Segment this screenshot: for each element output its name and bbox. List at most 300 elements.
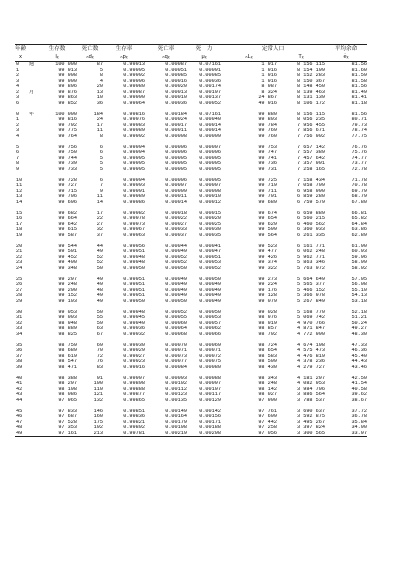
survival-rate-cell: 0.99936 bbox=[123, 326, 145, 331]
stationary-pop-cell: 98 724 bbox=[258, 342, 277, 348]
death-rate-cell: 0.00060 bbox=[165, 320, 187, 326]
life-expectancy-cell: 59.96 bbox=[351, 254, 368, 260]
death-rate-cell: 0.00018 bbox=[165, 210, 187, 216]
stationary-pop-cell: 99 769 bbox=[258, 128, 277, 133]
total-pop-cell: 3 397 824 bbox=[296, 425, 326, 430]
stationary-pop-cell: 99 564 bbox=[258, 232, 277, 238]
life-expectancy-cell: 44.43 bbox=[351, 359, 368, 364]
deaths-cell: 146 bbox=[93, 408, 103, 414]
deaths-cell: 14 bbox=[96, 199, 103, 205]
age-cell: 36 bbox=[16, 348, 23, 353]
life-expectancy-cell: 63.86 bbox=[351, 227, 368, 232]
age-cell: 4 bbox=[16, 84, 20, 89]
survival-rate-cell: 0.99940 bbox=[123, 320, 145, 326]
survival-rate-cell: 0.99995 bbox=[123, 166, 145, 172]
life-expectancy-cell: 79.73 bbox=[351, 122, 368, 128]
stationary-pop-cell: 98 142 bbox=[258, 386, 277, 392]
header-age: 年齢 bbox=[15, 46, 26, 52]
deaths-cell: 49 bbox=[96, 276, 103, 282]
death-rate-cell: 0.00112 bbox=[165, 386, 187, 392]
death-rate-cell: 0.00006 bbox=[165, 177, 187, 183]
force-of-mortality-cell: 0.00129 bbox=[199, 397, 221, 403]
age-cell: 32 bbox=[16, 320, 23, 326]
deaths-cell: 48 bbox=[96, 287, 103, 293]
age-cell: 25 bbox=[16, 276, 23, 282]
life-expectancy-cell: 35.84 bbox=[351, 419, 368, 425]
death-rate-cell: 0.00049 bbox=[165, 282, 187, 287]
deaths-cell: 49 bbox=[96, 293, 103, 298]
life-expectancy-cell: 33.97 bbox=[325, 431, 367, 437]
survivors-cell: 97 528 bbox=[58, 419, 77, 425]
survival-rate-cell: 0.99964 bbox=[123, 100, 145, 106]
survival-rate-cell: 0.99929 bbox=[123, 348, 145, 353]
survivors-cell: 99 744 bbox=[58, 155, 77, 161]
death-rate-cell: 0.00050 bbox=[165, 265, 187, 271]
force-of-mortality-cell: 0.00088 bbox=[199, 375, 221, 381]
death-rate-cell: 0.00184 bbox=[165, 111, 187, 117]
survival-rate-cell: 0.99973 bbox=[123, 221, 145, 227]
force-of-mortality-cell: 0.00072 bbox=[199, 353, 221, 359]
age-cell: 7 bbox=[16, 155, 20, 161]
survivors-cell: 98 825 bbox=[58, 331, 77, 337]
stationary-pop-cell: 97 258 bbox=[258, 425, 277, 430]
stationary-pop-cell: 99 374 bbox=[258, 260, 277, 265]
age-cell: 30 bbox=[16, 309, 23, 315]
force-of-mortality-cell: 0.00052 bbox=[199, 265, 221, 271]
symbol-Tx: Tₓ bbox=[277, 53, 325, 62]
life-expectancy-cell: 81.56 bbox=[351, 61, 368, 67]
deaths-cell: 132 bbox=[93, 397, 103, 403]
total-pop-cell: 6 062 248 bbox=[296, 249, 326, 254]
death-rate-cell: 0.00007 bbox=[165, 183, 187, 188]
life-expectancy-cell: 81.56 bbox=[351, 111, 368, 117]
survivors-cell: 97 687 bbox=[58, 414, 77, 419]
stationary-pop-cell: 97 900 bbox=[258, 397, 277, 403]
survivors-cell: 99 682 bbox=[58, 210, 77, 216]
deaths-cell: 50 bbox=[96, 265, 103, 271]
stationary-pop-cell: 98 792 bbox=[258, 331, 277, 337]
death-rate-cell: 0.00014 bbox=[165, 199, 187, 205]
total-pop-cell: 7 856 671 bbox=[296, 128, 326, 133]
deaths-cell: 11 bbox=[96, 128, 103, 133]
deaths-cell: 49 bbox=[96, 249, 103, 254]
total-pop-cell: 5 565 377 bbox=[296, 282, 326, 287]
unit-cell: 年 bbox=[28, 111, 35, 117]
death-rate-cell: 0.00052 bbox=[165, 260, 187, 265]
symbol-x: x bbox=[15, 53, 26, 62]
survival-rate-cell: 0.99995 bbox=[123, 155, 145, 161]
survival-rate-cell: 0.99888 bbox=[123, 386, 145, 392]
age-cell: 18 bbox=[16, 227, 23, 232]
total-pop-cell: 3 886 564 bbox=[296, 392, 326, 397]
symbol-nqx: ₙqₓ bbox=[145, 53, 187, 62]
life-expectancy-cell: 46.36 bbox=[351, 348, 368, 353]
total-pop-cell: 7 557 389 bbox=[296, 150, 326, 155]
survivors-cell: 99 896 bbox=[58, 84, 77, 89]
deaths-cell: 44 bbox=[96, 243, 103, 249]
survival-rate-cell: 0.99980 bbox=[123, 84, 145, 89]
total-pop-cell: 5 962 771 bbox=[296, 254, 326, 260]
stationary-pop-cell: 24 867 bbox=[258, 95, 277, 100]
life-table-body bbox=[15, 62, 367, 437]
survival-rate-cell: 0.99994 bbox=[123, 144, 145, 150]
survivors-cell: 98 388 bbox=[58, 375, 77, 381]
survival-rate-cell: 0.99932 bbox=[123, 331, 145, 337]
age-cell: 40 bbox=[16, 375, 23, 381]
stationary-pop-cell: 99 741 bbox=[258, 155, 277, 161]
age-cell: 3 bbox=[16, 128, 20, 133]
age-cell: 42 bbox=[16, 386, 23, 392]
force-of-mortality-cell: 0.00053 bbox=[199, 260, 221, 265]
symbol-nLx: ₙLₓ bbox=[221, 53, 277, 62]
stationary-pop-cell: 99 322 bbox=[258, 265, 277, 271]
deaths-cell: 8 bbox=[99, 73, 103, 78]
unit-cell: 週 bbox=[28, 61, 35, 67]
unit-cell bbox=[26, 431, 37, 437]
stationary-pop-cell: 98 027 bbox=[258, 392, 277, 397]
stationary-pop-cell: 1 916 bbox=[261, 78, 277, 84]
age-cell: 41 bbox=[16, 381, 23, 386]
stationary-pop-cell: 1 917 bbox=[261, 61, 277, 67]
stationary-pop-cell: 98 509 bbox=[258, 359, 277, 364]
survival-rate-cell: 0.99987 bbox=[123, 89, 145, 95]
survivors-cell: 99 775 bbox=[58, 128, 77, 133]
survivors-cell: 99 297 bbox=[58, 276, 77, 282]
life-expectancy-cell: 81.41 bbox=[351, 95, 368, 100]
life-expectancy-cell: 42.50 bbox=[351, 375, 368, 381]
stationary-pop-cell: 1 916 bbox=[261, 67, 277, 73]
deaths-cell: 7 bbox=[99, 183, 103, 188]
survivors-cell: 99 003 bbox=[58, 315, 77, 320]
survivors-cell: 99 615 bbox=[58, 227, 77, 232]
force-of-mortality-cell: 0.00117 bbox=[199, 392, 221, 397]
death-rate-cell: 0.00123 bbox=[165, 392, 187, 397]
header-deaths: 死亡数 bbox=[77, 45, 103, 54]
age-cell: 34 bbox=[16, 331, 23, 337]
total-pop-cell: 3 592 875 bbox=[296, 414, 326, 419]
deaths-cell: 91 bbox=[96, 375, 103, 381]
age-cell: 11 bbox=[16, 183, 23, 188]
force-of-mortality-cell: 0.00174 bbox=[199, 84, 221, 89]
survivors-cell: 98 297 bbox=[58, 381, 77, 386]
survivors-cell: 99 715 bbox=[58, 188, 77, 194]
survival-rate-cell: 0.99951 bbox=[123, 276, 145, 282]
deaths-cell: 52 bbox=[96, 260, 103, 265]
force-of-mortality-cell: 0.00006 bbox=[199, 150, 221, 155]
force-of-mortality-cell: 0.00005 bbox=[199, 166, 221, 172]
stationary-pop-cell: 99 523 bbox=[258, 243, 277, 249]
life-expectancy-cell: 70.78 bbox=[351, 183, 368, 188]
total-pop-cell: 7 657 142 bbox=[296, 144, 326, 150]
death-rate-cell: 0.00020 bbox=[165, 84, 187, 89]
life-expectancy-cell: 34.90 bbox=[351, 425, 368, 430]
death-rate-cell: 0.00070 bbox=[165, 342, 187, 348]
total-pop-cell: 4 575 473 bbox=[296, 348, 326, 353]
death-rate-cell: 0.00027 bbox=[165, 221, 187, 227]
age-cell: 24 bbox=[16, 265, 23, 271]
age-cell: 14 bbox=[16, 199, 23, 205]
force-of-mortality-cell: 0.00040 bbox=[199, 117, 221, 122]
survival-rate-cell: 0.99978 bbox=[123, 216, 145, 221]
survivors-cell: 99 664 bbox=[58, 216, 77, 221]
death-rate-cell: 0.00071 bbox=[165, 348, 187, 353]
deaths-cell: 192 bbox=[93, 425, 103, 430]
survivors-cell: 99 908 bbox=[58, 73, 77, 78]
life-expectancy-cell: 50.24 bbox=[351, 320, 368, 326]
deaths-cell: 184 bbox=[93, 111, 103, 117]
force-of-mortality-cell: 0.00051 bbox=[199, 254, 221, 260]
total-pop-cell: 5 366 978 bbox=[296, 293, 326, 298]
death-rate-cell: 0.00052 bbox=[165, 309, 187, 315]
survival-rate-cell: 0.99995 bbox=[123, 161, 145, 166]
force-of-mortality-cell: 0.00015 bbox=[199, 210, 221, 216]
stationary-pop-cell: 99 426 bbox=[258, 254, 277, 260]
age-cell: 3 bbox=[16, 78, 20, 84]
age-cell: 12 bbox=[16, 188, 23, 194]
survivors-cell: 99 200 bbox=[58, 287, 77, 293]
survival-rate-cell: 0.99898 bbox=[123, 381, 145, 386]
deaths-cell: 8 bbox=[99, 133, 103, 139]
survival-rate-cell: 0.99967 bbox=[123, 227, 145, 232]
total-pop-cell: 7 158 434 bbox=[296, 177, 326, 183]
total-pop-cell: 6 560 215 bbox=[296, 216, 326, 221]
life-table bbox=[15, 44, 367, 437]
age-cell: 2 bbox=[16, 89, 20, 95]
deaths-cell: 67 bbox=[96, 331, 103, 337]
total-pop-cell: 4 674 198 bbox=[296, 342, 326, 348]
age-cell: 0 bbox=[16, 61, 20, 67]
force-of-mortality-cell: 0.00208 bbox=[187, 431, 221, 437]
survivors-cell: 99 696 bbox=[58, 199, 77, 205]
force-of-mortality-cell: 0.00014 bbox=[199, 128, 221, 133]
deaths-cell: 63 bbox=[96, 326, 103, 331]
force-of-mortality-cell: 0.07161 bbox=[199, 111, 221, 117]
death-rate-cell: 0.00198 bbox=[165, 425, 187, 430]
life-expectancy-cell: 62.89 bbox=[351, 232, 368, 238]
death-rate-cell: 0.00036 bbox=[165, 100, 187, 106]
deaths-cell: 52 bbox=[96, 254, 103, 260]
survival-rate-cell: 0.99913 bbox=[123, 61, 145, 67]
deaths-cell: 87 bbox=[96, 61, 103, 67]
stationary-pop-cell: 99 719 bbox=[258, 183, 277, 188]
force-of-mortality-cell: 0.00047 bbox=[199, 249, 221, 254]
stationary-pop-cell: 99 599 bbox=[258, 227, 277, 232]
total-pop-cell: 6 360 933 bbox=[296, 227, 326, 232]
total-pop-cell: 4 476 819 bbox=[296, 353, 326, 359]
stationary-pop-cell: 99 273 bbox=[258, 276, 277, 282]
force-of-mortality-cell: 0.00010 bbox=[199, 194, 221, 199]
survivors-cell: 99 792 bbox=[58, 122, 77, 128]
stationary-pop-cell: 98 343 bbox=[258, 375, 277, 381]
deaths-cell: 20 bbox=[96, 84, 103, 89]
life-expectancy-cell: 60.93 bbox=[351, 249, 368, 254]
age-cell: 8 bbox=[16, 161, 20, 166]
total-pop-cell: 3 984 706 bbox=[296, 386, 326, 392]
deaths-cell: 37 bbox=[96, 232, 103, 238]
life-expectancy-cell: 72.78 bbox=[351, 166, 368, 172]
age-cell: 5 bbox=[16, 144, 20, 150]
survivors-cell: 98 547 bbox=[58, 359, 77, 364]
force-of-mortality-cell: 0.00012 bbox=[199, 199, 221, 205]
deaths-cell: 5 bbox=[99, 67, 103, 73]
force-of-mortality-cell: 0.00049 bbox=[199, 287, 221, 293]
death-rate-cell: 0.00077 bbox=[165, 359, 187, 364]
total-pop-cell: 7 058 709 bbox=[296, 183, 326, 188]
life-expectancy-cell: 77.75 bbox=[351, 133, 368, 139]
total-pop-cell: 6 659 889 bbox=[296, 210, 326, 216]
survival-rate-cell: 0.99996 bbox=[123, 78, 145, 84]
survivors-cell: 99 544 bbox=[58, 243, 77, 249]
total-pop-cell: 7 756 902 bbox=[296, 133, 326, 139]
life-expectancy-cell: 38.67 bbox=[351, 397, 368, 403]
survival-rate-cell: 0.99951 bbox=[123, 249, 145, 254]
survival-rate-cell: 0.99976 bbox=[123, 117, 145, 122]
survival-rate-cell: 0.99951 bbox=[123, 287, 145, 293]
deaths-cell: 110 bbox=[93, 386, 103, 392]
stationary-pop-cell: 99 224 bbox=[258, 282, 277, 287]
survival-rate-cell: 0.99982 bbox=[123, 210, 145, 216]
stationary-pop-cell: 8 324 bbox=[261, 89, 277, 95]
force-of-mortality-cell: 0.00049 bbox=[199, 282, 221, 287]
deaths-cell: 160 bbox=[93, 414, 103, 419]
death-rate-cell: 0.00024 bbox=[165, 117, 187, 122]
deaths-cell: 55 bbox=[96, 315, 103, 320]
force-of-mortality-cell: 0.00052 bbox=[199, 100, 221, 106]
deaths-cell: 213 bbox=[77, 431, 103, 437]
stationary-pop-cell: 99 689 bbox=[258, 199, 277, 205]
age-cell: 38 bbox=[16, 359, 23, 364]
age-cell: 49 bbox=[15, 431, 26, 437]
stationary-pop-cell: 98 248 bbox=[258, 381, 277, 386]
death-rate-cell: 0.00013 bbox=[165, 89, 187, 95]
total-pop-cell: 6 161 771 bbox=[296, 243, 326, 249]
total-pop-cell: 5 267 849 bbox=[296, 298, 326, 304]
force-of-mortality-cell: 0.00025 bbox=[199, 221, 221, 227]
age-cell: 21 bbox=[16, 249, 23, 254]
deaths-cell: 6 bbox=[99, 177, 103, 183]
stationary-pop-cell: 99 079 bbox=[258, 298, 277, 304]
life-expectancy-cell: 43.46 bbox=[351, 364, 368, 370]
force-of-mortality-cell: 0.00156 bbox=[199, 414, 221, 419]
deaths-cell: 27 bbox=[96, 221, 103, 227]
total-pop-cell: 8 154 199 bbox=[296, 67, 326, 73]
force-of-mortality-cell: 0.00041 bbox=[199, 243, 221, 249]
header-row-labels bbox=[15, 45, 367, 54]
force-of-mortality-cell: 0.00071 bbox=[199, 348, 221, 353]
life-expectancy-cell: 64.84 bbox=[351, 221, 368, 227]
deaths-cell: 5 bbox=[99, 155, 103, 161]
total-pop-cell: 3 788 537 bbox=[296, 397, 326, 403]
total-pop-cell: 4 772 990 bbox=[296, 331, 326, 337]
life-expectancy-cell: 73.77 bbox=[351, 161, 368, 166]
life-expectancy-cell: 71.78 bbox=[351, 177, 368, 183]
deaths-cell: 5 bbox=[99, 166, 103, 172]
force-of-mortality-cell: 0.00050 bbox=[199, 309, 221, 315]
survival-rate-cell: 0.99781 bbox=[103, 431, 145, 437]
header-life-expectancy: 平均余命 bbox=[325, 45, 367, 54]
survivors-cell: 99 706 bbox=[58, 194, 77, 199]
age-cell: 28 bbox=[16, 293, 23, 298]
age-cell: 0 bbox=[16, 111, 20, 117]
age-cell: 9 bbox=[16, 166, 20, 172]
death-rate-cell: 0.00016 bbox=[165, 78, 187, 84]
age-cell: 19 bbox=[16, 232, 23, 238]
survivors-cell: 98 086 bbox=[58, 392, 77, 397]
stationary-pop-cell: 99 128 bbox=[258, 293, 277, 298]
survivors-cell: 98 619 bbox=[58, 353, 77, 359]
deaths-cell: 59 bbox=[96, 320, 103, 326]
stationary-pop-cell: 98 430 bbox=[258, 364, 277, 370]
stationary-pop-cell: 99 725 bbox=[258, 177, 277, 183]
survivors-cell: 99 728 bbox=[58, 177, 77, 183]
stationary-pop-cell: 99 629 bbox=[258, 221, 277, 227]
survival-rate-cell: 0.99995 bbox=[123, 67, 145, 73]
deaths-cell: 4 bbox=[99, 78, 103, 84]
age-cell: 1 bbox=[16, 67, 20, 73]
death-rate-cell: 0.00010 bbox=[165, 95, 187, 100]
age-cell: 48 bbox=[16, 425, 23, 430]
header-death-rate: 死亡率 bbox=[145, 45, 187, 54]
stationary-pop-cell: 99 736 bbox=[258, 161, 277, 166]
survival-rate-cell: 0.99948 bbox=[123, 260, 145, 265]
age-cell: 10 bbox=[16, 177, 23, 183]
deaths-cell: 121 bbox=[93, 392, 103, 397]
age-cell: 26 bbox=[16, 282, 23, 287]
life-expectancy-cell: 40.58 bbox=[351, 386, 368, 392]
total-pop-cell: 5 763 972 bbox=[296, 265, 326, 271]
survival-rate-cell: 0.99993 bbox=[123, 183, 145, 188]
survival-rate-cell: 0.99989 bbox=[123, 194, 145, 199]
force-of-mortality-cell: 0.00097 bbox=[199, 381, 221, 386]
life-expectancy-cell: 81.60 bbox=[351, 67, 368, 73]
life-expectancy-cell: 45.40 bbox=[351, 353, 368, 359]
survival-rate-cell: 0.99986 bbox=[123, 199, 145, 205]
age-cell: 20 bbox=[16, 243, 23, 249]
unit-cell: 月 bbox=[28, 89, 35, 95]
total-pop-cell: 8 156 115 bbox=[296, 111, 326, 117]
total-pop-cell: 6 859 280 bbox=[296, 194, 326, 199]
survivors-cell: 98 198 bbox=[58, 386, 77, 392]
force-of-mortality-cell: 0.00036 bbox=[199, 78, 221, 84]
survivors-cell: 100 000 bbox=[55, 61, 77, 67]
death-rate-cell: 0.00135 bbox=[165, 397, 187, 403]
survival-rate-cell: 0.99951 bbox=[123, 293, 145, 298]
symbol-lx: lₓ bbox=[37, 53, 77, 62]
stationary-pop-cell: 99 176 bbox=[258, 287, 277, 293]
total-pop-cell: 8 148 450 bbox=[296, 84, 326, 89]
survival-rate-cell: 0.99950 bbox=[123, 265, 145, 271]
stationary-pop-cell: 99 674 bbox=[258, 210, 277, 216]
survivors-cell: 99 750 bbox=[58, 150, 77, 155]
life-expectancy-cell: 55.10 bbox=[351, 287, 368, 293]
total-pop-cell: 4 871 847 bbox=[296, 326, 326, 331]
age-cell: 22 bbox=[16, 254, 23, 260]
survival-rate-cell: 0.99990 bbox=[123, 95, 145, 100]
total-pop-cell: 3 495 267 bbox=[296, 419, 326, 425]
deaths-cell: 6 bbox=[99, 144, 103, 150]
force-of-mortality-cell: 0.00075 bbox=[199, 359, 221, 364]
death-rate-cell: 0.00051 bbox=[165, 67, 187, 73]
age-cell: 4 bbox=[16, 133, 20, 139]
survivors-cell: 99 852 bbox=[58, 100, 77, 106]
age-cell: 31 bbox=[16, 315, 23, 320]
life-expectancy-cell: 48.30 bbox=[351, 331, 368, 337]
total-pop-cell: 4 279 727 bbox=[296, 364, 326, 370]
force-of-mortality-cell: 0.00188 bbox=[199, 425, 221, 430]
total-pop-cell: 4 378 236 bbox=[296, 359, 326, 364]
death-rate-cell: 0.00006 bbox=[165, 144, 187, 150]
total-pop-cell: 3 300 565 bbox=[277, 431, 325, 437]
